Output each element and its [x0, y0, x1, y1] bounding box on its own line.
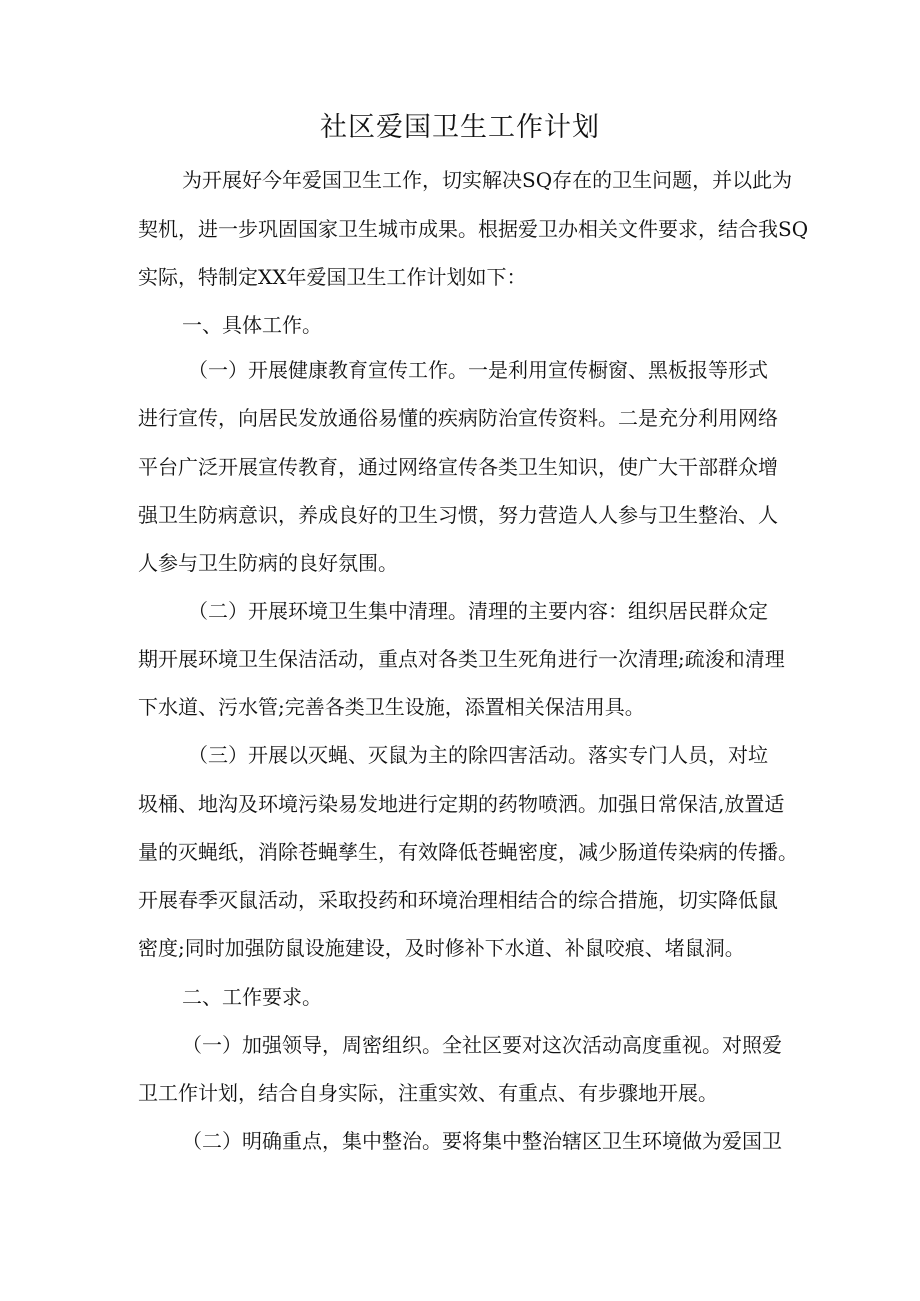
paragraph-line: 量的灭蝇纸，消除苍蝇孳生，有效降低苍蝇密度，减少肠道传染病的传播。 — [138, 840, 798, 864]
paragraph-line: （二）开展环境卫生集中清理。清理的主要内容：组织居民群众定 — [188, 599, 768, 623]
section-heading: 二、工作要求。 — [182, 985, 322, 1009]
paragraph-line: 为开展好今年爱国卫生工作，切实解决SQ存在的卫生问题，并以此为 — [182, 168, 793, 192]
paragraph-line: 卫工作计划，结合自身实际，注重实效、有重点、有步骤地开展。 — [138, 1081, 718, 1105]
paragraph-line: （一）开展健康教育宣传工作。一是利用宣传橱窗、黑板报等形式 — [188, 358, 768, 382]
paragraph-line: 下水道、污水管;完善各类卫生设施，添置相关保洁用具。 — [138, 695, 645, 719]
paragraph-line: （三）开展以灭蝇、灭鼠为主的除四害活动。落实专门人员，对垃 — [188, 743, 768, 767]
paragraph-line: 强卫生防病意识，养成良好的卫生习惯，努力营造人人参与卫生整治、人 — [138, 503, 778, 527]
paragraph-line: 进行宣传，向居民发放通俗易懂的疾病防治宣传资料。二是充分利用网络 — [138, 406, 778, 430]
paragraph-line: （一）加强领导，周密组织。全社区要对这次活动高度重视。对照爱 — [182, 1033, 782, 1057]
paragraph-line: 圾桶、地沟及环境污染易发地进行定期的药物喷洒。加强日常保洁,放置适 — [138, 792, 785, 816]
document-title: 社区爱国卫生工作计划 — [320, 112, 600, 143]
paragraph-line: 平台广泛开展宣传教育，通过网络宣传各类卫生知识，使广大干部群众增 — [138, 455, 778, 479]
paragraph-line: 期开展环境卫生保洁活动，重点对各类卫生死角进行一次清理;疏浚和清理 — [138, 647, 785, 671]
paragraph-line: 开展春季灭鼠活动，采取投药和环境治理相结合的综合措施，切实降低鼠 — [138, 888, 778, 912]
paragraph-line: （二）明确重点，集中整治。要将集中整治辖区卫生环境做为爱国卫 — [182, 1129, 782, 1153]
paragraph-line: 密度;同时加强防鼠设施建设，及时修补下水道、补鼠咬痕、堵鼠洞。 — [138, 936, 745, 960]
section-heading: 一、具体工作。 — [182, 313, 322, 337]
paragraph-line: 实际，特制定XX年爱国卫生工作计划如下： — [138, 265, 527, 289]
paragraph-line: 契机，进一步巩固国家卫生城市成果。根据爱卫办相关文件要求，结合我SQ — [138, 217, 809, 241]
paragraph-line: 人参与卫生防病的良好氛围。 — [138, 551, 398, 575]
